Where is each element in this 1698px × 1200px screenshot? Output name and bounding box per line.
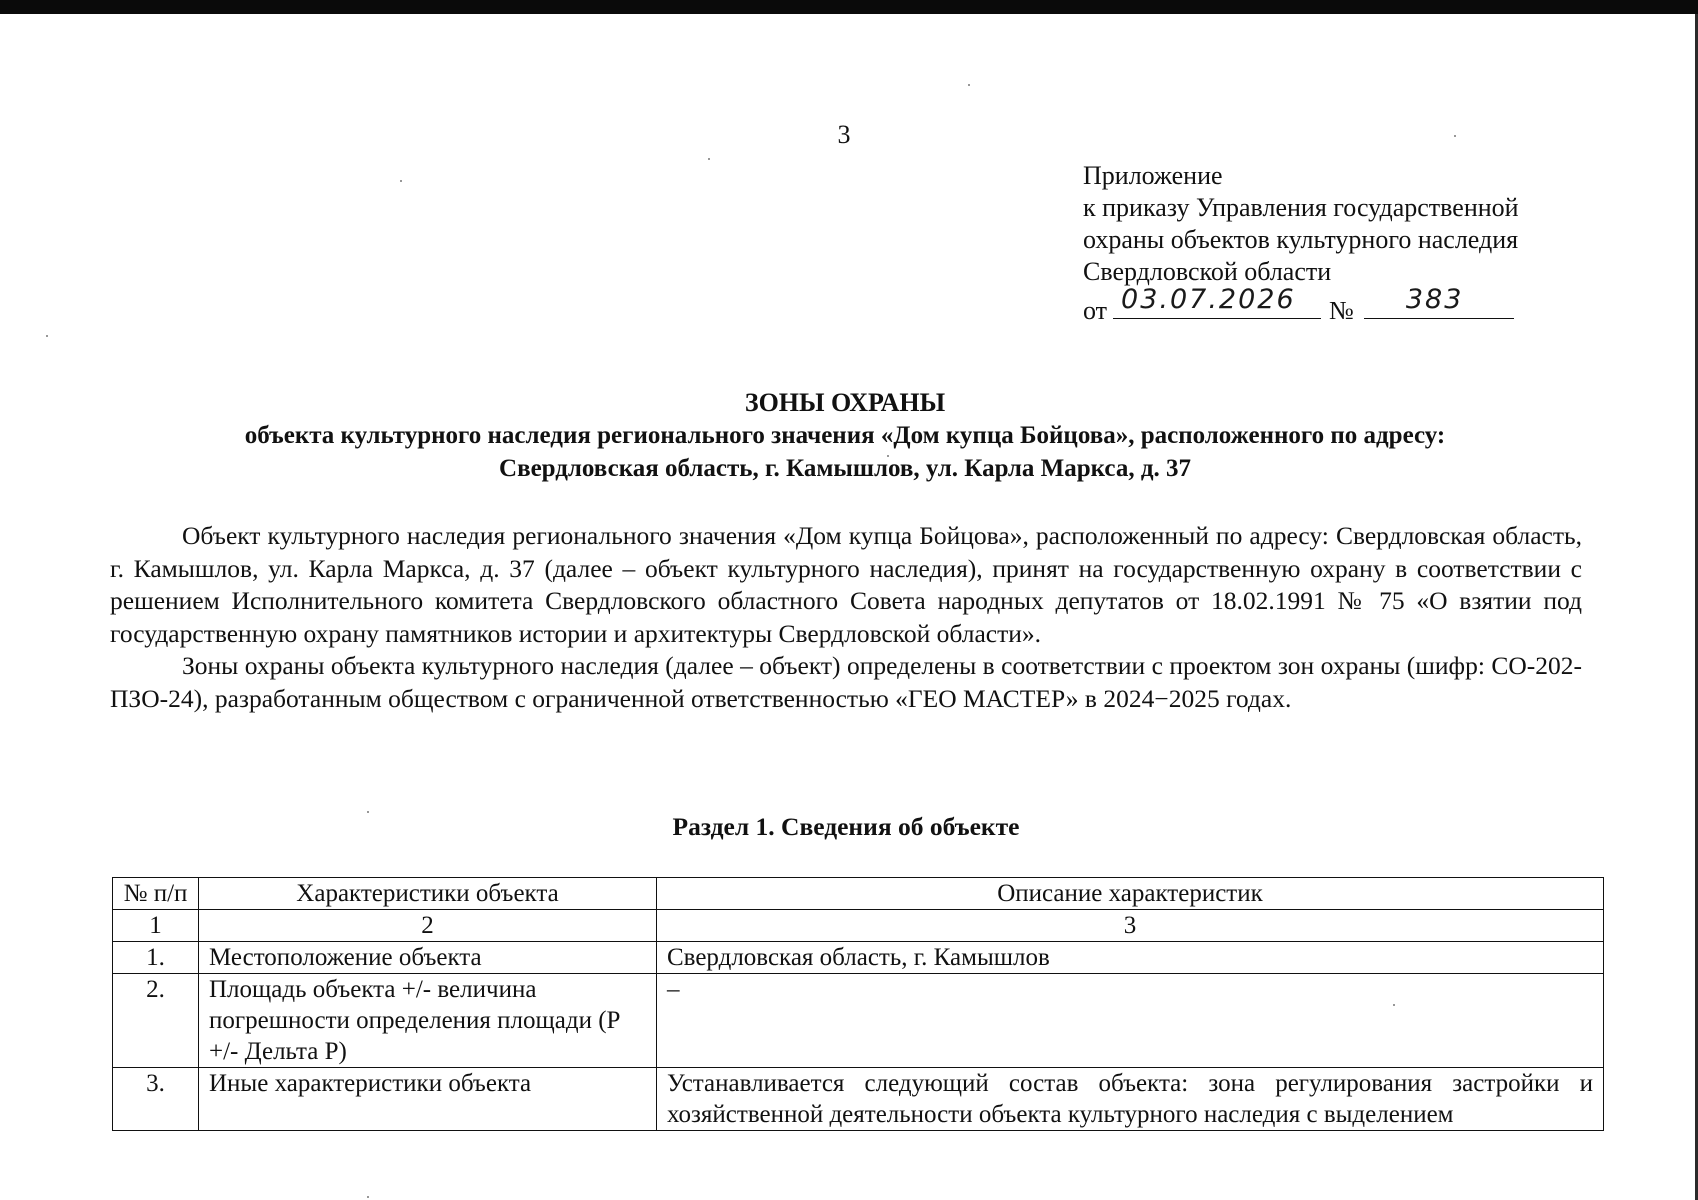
title-line: объекта культурного наследия регионального значения «Дом купца Бойцова», расположенного по адресу: [244, 422, 1446, 449]
scan-speck [367, 1196, 369, 1198]
page-number: 3 [837, 120, 851, 149]
table-cell: Устанавливается следующий состав объекта: зона регулирования застройки и хозяйственной деятельности объекта культурного наследия с выделением [657, 1068, 1604, 1131]
title-line: Свердловская область, г. Камышлов, ул. Карла Маркса, д. 37 [499, 455, 1191, 482]
scan-speck [400, 180, 402, 182]
title-main: ЗОНЫ ОХРАНЫ [744, 388, 946, 417]
handwritten-date: 03.07.2026 [1121, 284, 1296, 315]
scan-speck [1454, 135, 1456, 137]
table-row [113, 974, 1604, 1068]
scan-border-top [0, 0, 1698, 14]
table-numbering-row [113, 910, 1604, 942]
table-header-row [113, 878, 1604, 910]
handwritten-number: 383 [1405, 284, 1464, 315]
table-header-cell: Характеристики объекта [199, 878, 657, 910]
table-cell: 3 [657, 910, 1604, 942]
from-label: от [1083, 296, 1108, 325]
annex-line: Свердловской области [1083, 257, 1332, 286]
table-cell: Площадь объекта +/- величина погрешности определения площади (Р +/- Дельта Р) [199, 974, 657, 1068]
table-cell: Местоположение объекта [199, 942, 657, 974]
table-cell: Свердловская область, г. Камышлов [657, 942, 1604, 974]
document-title [110, 386, 1580, 485]
table-header-cell: № п/п [113, 878, 199, 910]
annex-block [1083, 160, 1643, 324]
number-label: № [1329, 296, 1354, 325]
table-cell: – [657, 974, 1604, 1068]
table-row [113, 942, 1604, 974]
table-header-cell: Описание характеристик [657, 878, 1604, 910]
table-cell: 1. [113, 942, 199, 974]
scan-speck [46, 335, 48, 337]
table-cell: 1 [113, 910, 199, 942]
body-text [110, 520, 1582, 716]
annex-line: Приложение [1083, 161, 1223, 190]
order-signature-line [1083, 284, 1643, 325]
scan-speck [968, 84, 970, 86]
table-cell: 3. [113, 1068, 199, 1131]
paragraph: Объект культурного наследия регионального значения «Дом купца Бойцова», расположенный по адресу: Свердловская область, г. Камышлов, ул. Карла Маркса, д. 37 (далее – объект культурного наследия), принят на государственную охрану в соответствии с решением Исполнительного комитета Свердловского областного Совета народных депутатов от 18.02.1991 № 75 «О взятии под государственную охрану памятников истории и архитектуры Свердловской области». [110, 521, 1582, 648]
number-field [1364, 284, 1514, 319]
paragraph: Зоны охраны объекта культурного наследия (далее – объект) определены в соответствии с проектом зон охраны (шифр: СО-202-ПЗО-24), разработанным обществом с ограниченной ответственностью «ГЕО МАСТЕР» в 2024−2025 годах. [110, 651, 1582, 713]
object-info-table [112, 877, 1604, 1131]
annex-line: к приказу Управления государственной [1083, 193, 1519, 222]
table-row [113, 1068, 1604, 1131]
annex-line: охраны объектов культурного наследия [1083, 225, 1519, 254]
date-field [1113, 284, 1321, 319]
section-title: Раздел 1. Сведения об объекте [672, 812, 1020, 841]
scan-speck [708, 158, 710, 160]
table-cell: 2. [113, 974, 199, 1068]
table-cell: 2 [199, 910, 657, 942]
table-cell: Иные характеристики объекта [199, 1068, 657, 1131]
